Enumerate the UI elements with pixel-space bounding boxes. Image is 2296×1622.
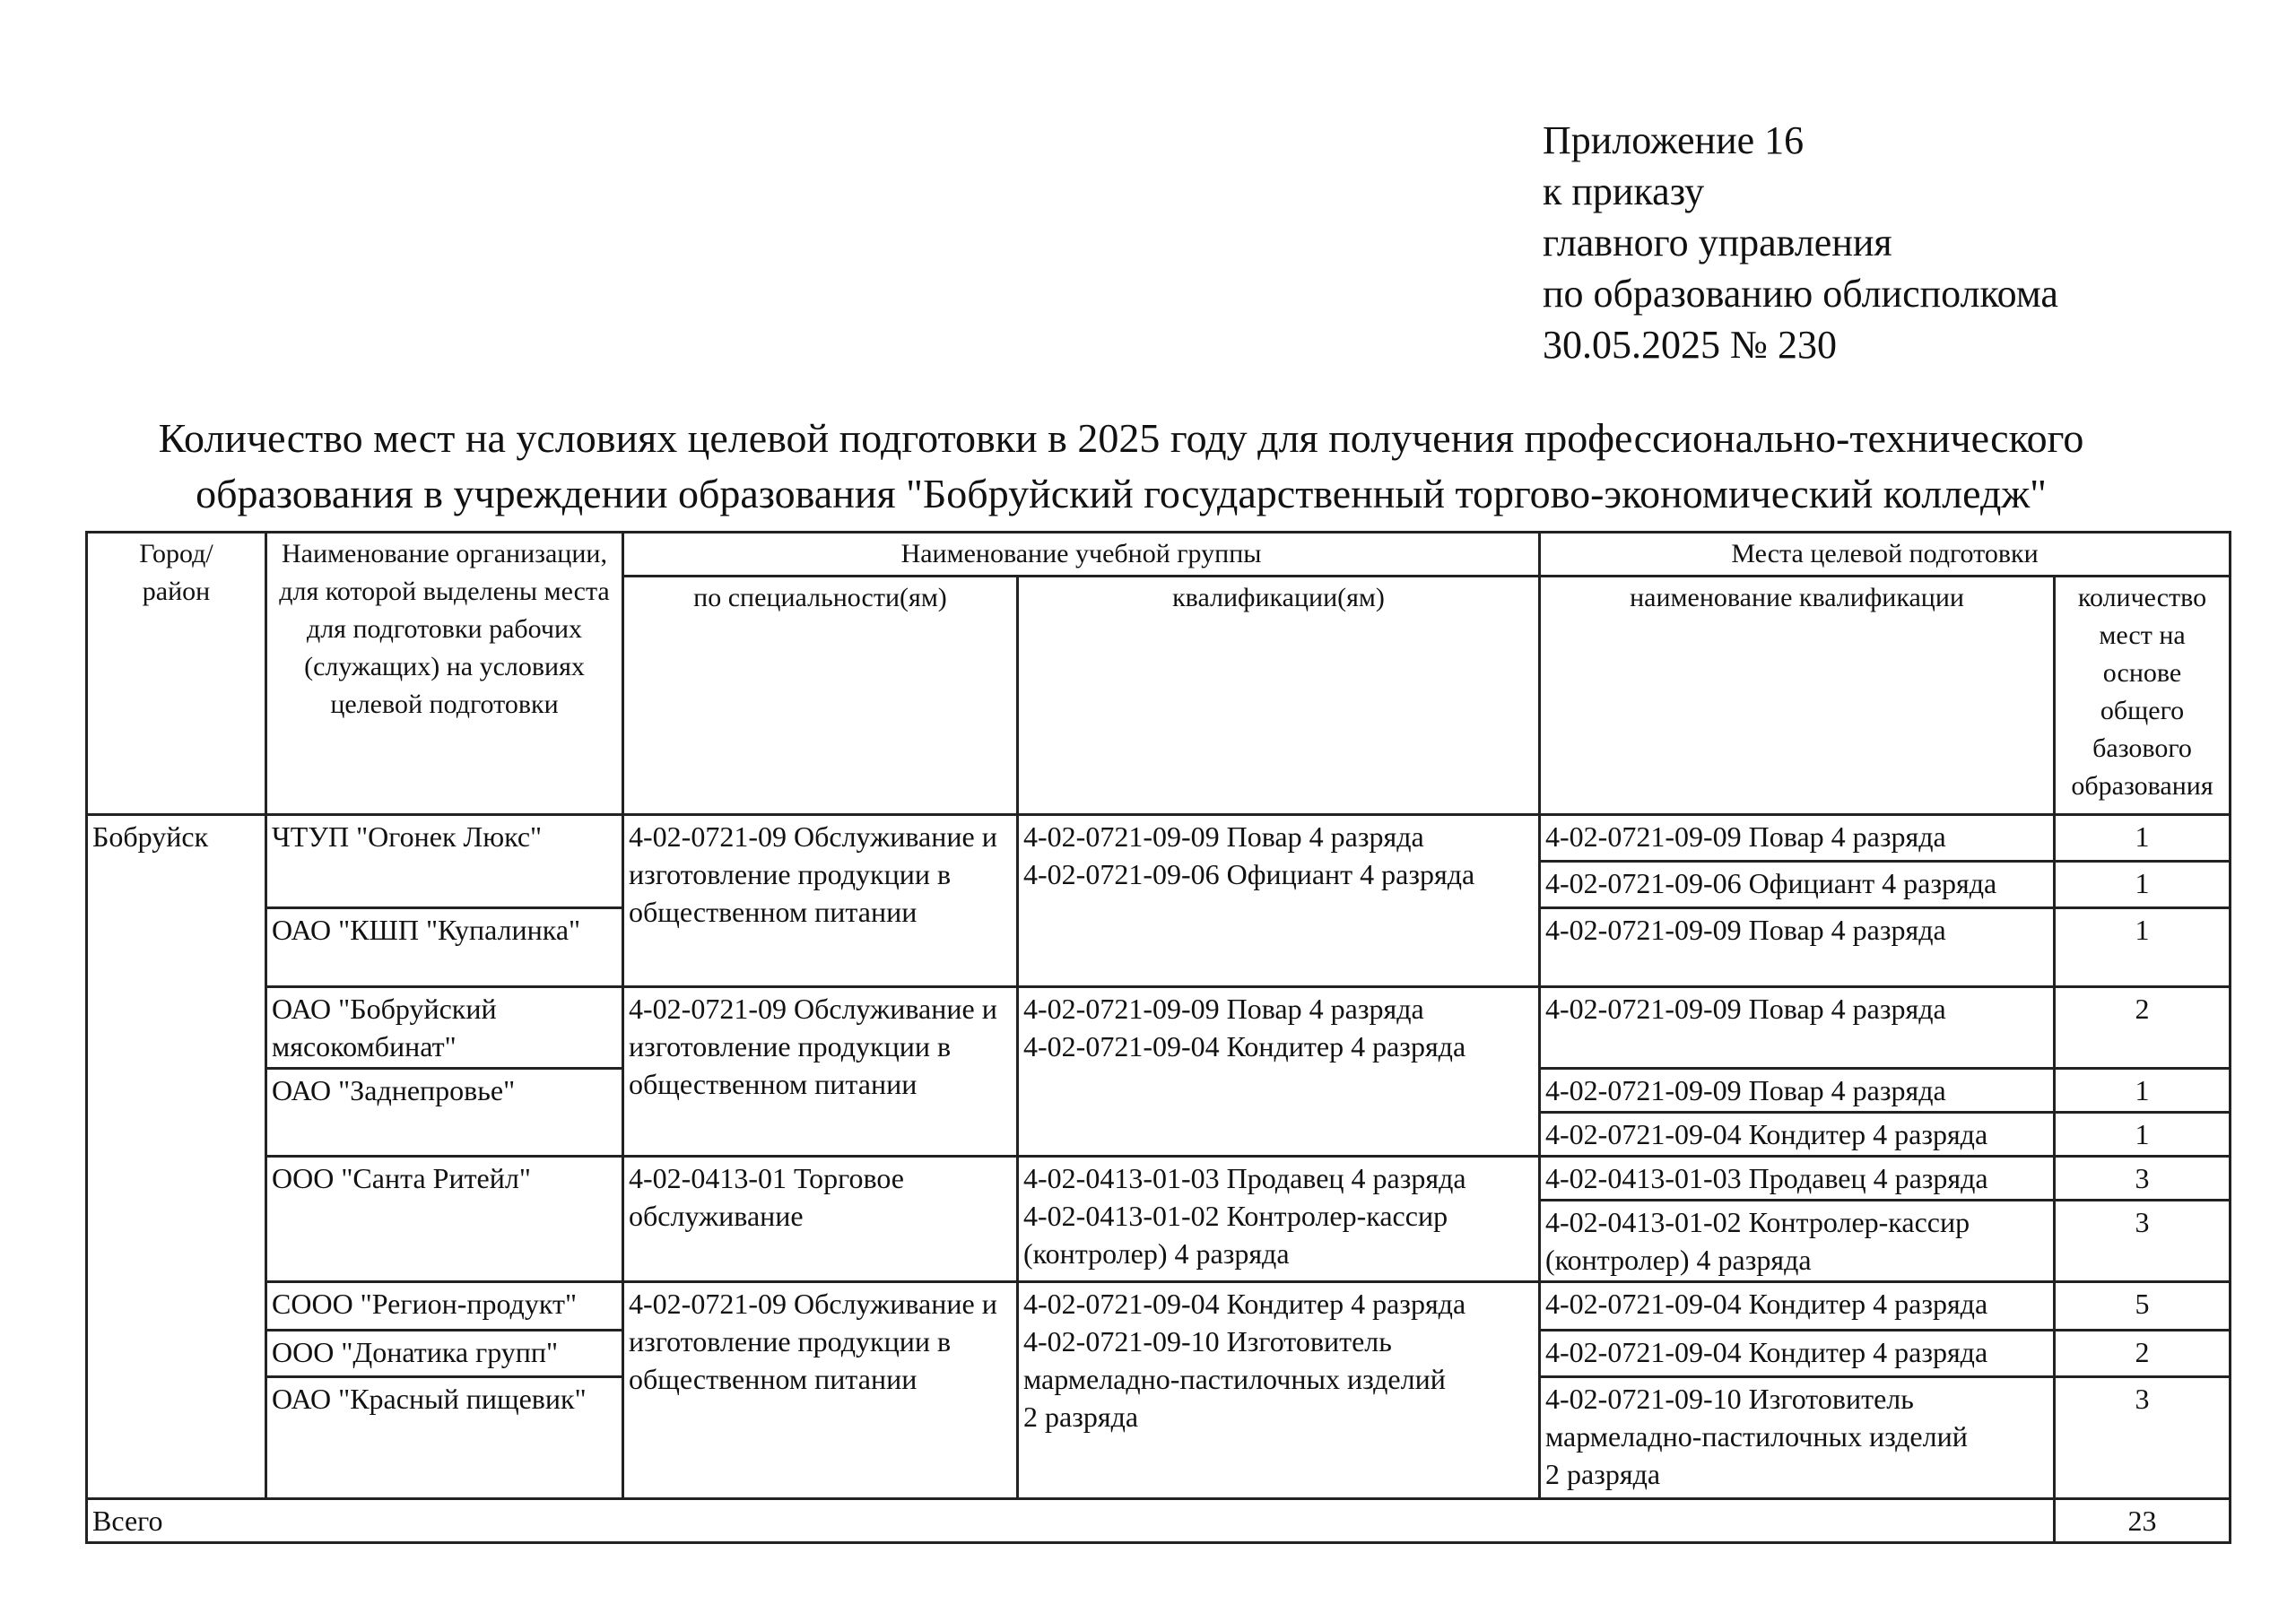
organization-cell: ЧТУП "Огонек Люкс": [266, 815, 623, 908]
title-line: Количество мест на условиях целевой подготовки в 2025 году для получения профессионально-технического: [158, 415, 2084, 461]
organization-cell: ОАО "Красный пищевик": [266, 1377, 623, 1499]
header-qualification-name: наименование квалификации: [1540, 577, 2055, 815]
qualification-cell: 4-02-0413-01-03 Продавец 4 разряда 4-02-0413-01-02 Контролер-кассир (контролер) 4 разряда: [1018, 1157, 1540, 1282]
place-count-cell: 1: [2055, 1113, 2231, 1157]
header-target-places: Места целевой подготовки: [1540, 533, 2231, 577]
organization-cell: ОАО "Бобруйский мясокомбинат": [266, 987, 623, 1069]
title-line: образования в учреждении образования "Бобруйский государственный торгово-экономический колледж": [196, 471, 2047, 516]
specialty-cell: 4-02-0721-09 Обслуживание и изготовление продукции в общественном питании: [623, 987, 1018, 1157]
qualification-cell: 4-02-0721-09-09 Повар 4 разряда 4-02-0721-09-06 Официант 4 разряда: [1018, 815, 1540, 987]
place-name-cell: 4-02-0721-09-09 Повар 4 разряда: [1540, 987, 2055, 1069]
header-organization: Наименование организации, для которой выделены места для подготовки рабочих (служащих) на условиях целевой подготовки: [266, 533, 623, 815]
place-name-cell: 4-02-0413-01-02 Контролер-кассир (контролер) 4 разряда: [1540, 1201, 2055, 1282]
place-count-cell: 1: [2055, 908, 2231, 987]
place-name-cell: 4-02-0721-09-04 Кондитер 4 разряда: [1540, 1282, 2055, 1331]
place-count-cell: 1: [2055, 862, 2231, 908]
organization-cell: СООО "Регион-продукт": [266, 1282, 623, 1331]
place-count-cell: 1: [2055, 1069, 2231, 1113]
place-count-cell: 3: [2055, 1201, 2231, 1282]
organization-cell: ООО "Донатика групп": [266, 1331, 623, 1377]
document-title: [90, 411, 2152, 522]
header-places-count: количество мест на основе общего базового образования: [2055, 577, 2231, 815]
place-name-cell: 4-02-0721-09-04 Кондитер 4 разряда: [1540, 1113, 2055, 1157]
qualification-cell: 4-02-0721-09-09 Повар 4 разряда 4-02-0721-09-04 Кондитер 4 разряда: [1018, 987, 1540, 1157]
place-count-cell: 5: [2055, 1282, 2231, 1331]
qualification-cell: 4-02-0721-09-04 Кондитер 4 разряда 4-02-0721-09-10 Изготовитель мармеладно-пастилочных изделий 2 разряда: [1018, 1282, 1540, 1499]
place-count-cell: 2: [2055, 1331, 2231, 1377]
place-name-cell: 4-02-0721-09-09 Повар 4 разряда: [1540, 1069, 2055, 1113]
specialty-cell: 4-02-0413-01 Торговое обслуживание: [623, 1157, 1018, 1282]
annex-line: Приложение 16: [1543, 118, 1805, 162]
place-count-cell: 3: [2055, 1377, 2231, 1499]
annex-line: к приказу: [1543, 169, 1705, 213]
organization-cell: ОАО "Заднепровье": [266, 1069, 623, 1157]
annex-line: главного управления: [1543, 221, 1892, 265]
place-name-cell: 4-02-0721-09-06 Официант 4 разряда: [1540, 862, 2055, 908]
annex-line: 30.05.2025 № 230: [1543, 323, 1837, 367]
place-count-cell: 2: [2055, 987, 2231, 1069]
place-name-cell: 4-02-0721-09-04 Кондитер 4 разряда: [1540, 1331, 2055, 1377]
header-specialty: по специальности(ям): [623, 577, 1018, 815]
header-study-group: Наименование учебной группы: [623, 533, 1540, 577]
organization-cell: ОАО "КШП "Купалинка": [266, 908, 623, 987]
header-city: Город/ район: [87, 533, 266, 815]
place-count-cell: 3: [2055, 1157, 2231, 1201]
specialty-cell: 4-02-0721-09 Обслуживание и изготовление продукции в общественном питании: [623, 1282, 1018, 1499]
organization-cell: ООО "Санта Ритейл": [266, 1157, 623, 1282]
specialty-cell: 4-02-0721-09 Обслуживание и изготовление продукции в общественном питании: [623, 815, 1018, 987]
total-value: 23: [2055, 1499, 2231, 1543]
place-name-cell: 4-02-0721-09-10 Изготовитель мармеладно-пастилочных изделий 2 разряда: [1540, 1377, 2055, 1499]
total-label: Всего: [87, 1499, 2055, 1543]
header-qualification: квалификации(ям): [1018, 577, 1540, 815]
place-name-cell: 4-02-0721-09-09 Повар 4 разряда: [1540, 908, 2055, 987]
place-count-cell: 1: [2055, 815, 2231, 862]
place-name-cell: 4-02-0413-01-03 Продавец 4 разряда: [1540, 1157, 2055, 1201]
city-cell: Бобруйск: [87, 815, 266, 1499]
annex-line: по образованию облисполкома: [1543, 272, 2058, 316]
annex-block: [1543, 115, 2058, 370]
place-name-cell: 4-02-0721-09-09 Повар 4 разряда: [1540, 815, 2055, 862]
places-table: [85, 531, 2231, 1544]
